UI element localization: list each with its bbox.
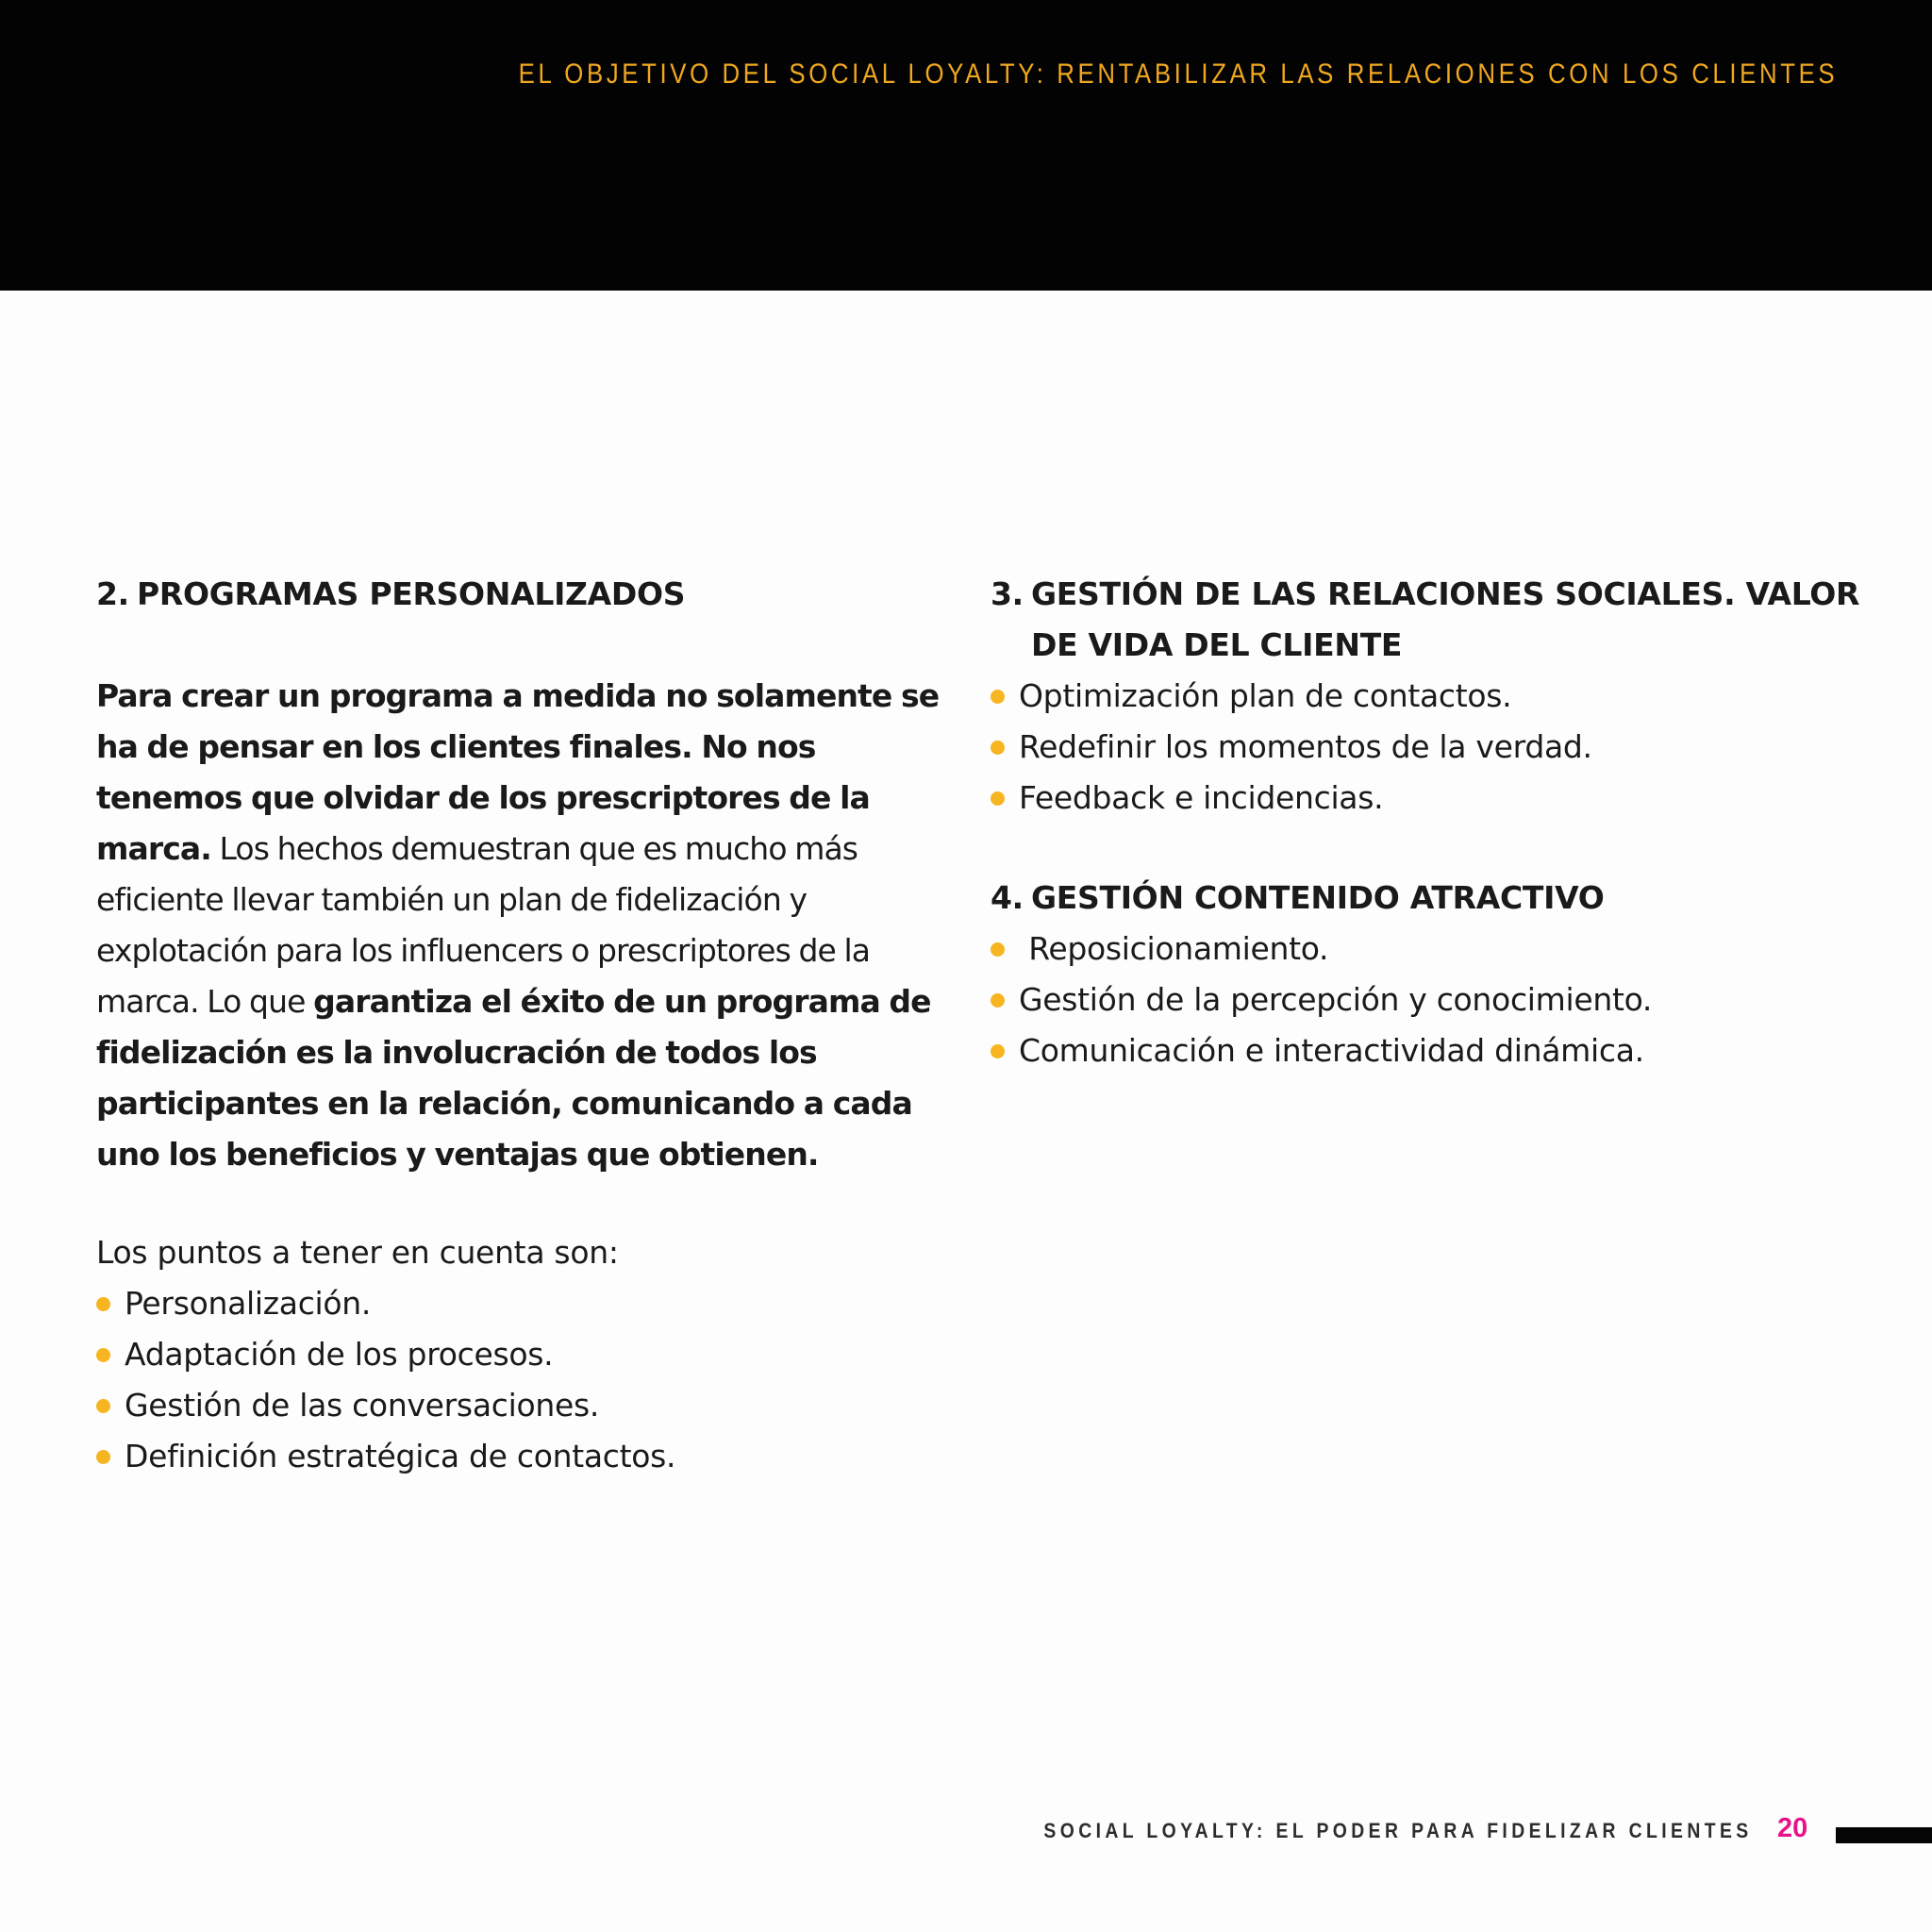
bullet-list bbox=[96, 1278, 945, 1482]
list-item bbox=[991, 773, 1868, 824]
bullet-list bbox=[991, 924, 1868, 1076]
page-number: 20 bbox=[1777, 1813, 1808, 1843]
list-item-label: Definición estratégica de contactos. bbox=[125, 1438, 676, 1474]
list-item-label: Reposicionamiento. bbox=[1019, 930, 1329, 967]
header-band bbox=[0, 0, 1932, 291]
bullet-icon bbox=[991, 741, 1005, 755]
list-item-label: Gestión de la percepción y conocimiento. bbox=[1019, 981, 1653, 1018]
list-item bbox=[96, 1278, 945, 1329]
footer-title: SOCIAL LOYALTY: EL PODER PARA FIDELIZAR CLIENTES bbox=[1043, 1819, 1753, 1842]
right-column bbox=[991, 569, 1868, 1076]
footer-bar bbox=[1836, 1827, 1932, 1843]
list-item-label: Feedback e incidencias. bbox=[1019, 779, 1384, 816]
list-item bbox=[96, 1329, 945, 1380]
bullet-icon bbox=[96, 1399, 110, 1413]
list-item-label: Comunicación e interactividad dinámica. bbox=[1019, 1032, 1644, 1069]
section-number: 3. bbox=[991, 575, 1024, 612]
section-number: 4. bbox=[991, 879, 1024, 916]
list-item-label: Redefinir los momentos de la verdad. bbox=[1019, 728, 1592, 765]
bullet-icon bbox=[991, 690, 1005, 704]
list-item bbox=[96, 1380, 945, 1431]
regular-text: Los hechos demuestran que es mucho más eficiente llevar también un plan de fidelización y explotación para los influencers o prescriptores de la marca. Lo que bbox=[96, 830, 871, 1020]
bullet-icon bbox=[991, 791, 1005, 806]
section-heading-programas bbox=[96, 569, 945, 620]
section-title: GESTIÓN CONTENIDO ATRACTIVO bbox=[1031, 879, 1605, 916]
section-title: GESTIÓN DE LAS RELACIONES SOCIALES. VALOR DE VIDA DEL CLIENTE bbox=[1031, 575, 1860, 663]
bullet-icon bbox=[991, 942, 1005, 957]
bullet-icon bbox=[991, 993, 1005, 1008]
list-item bbox=[991, 671, 1868, 722]
bullet-icon bbox=[96, 1297, 110, 1311]
section-heading-contenido bbox=[991, 873, 1868, 924]
bullet-icon bbox=[96, 1450, 110, 1464]
section-title: PROGRAMAS PERSONALIZADOS bbox=[137, 575, 686, 612]
list-item bbox=[991, 1025, 1868, 1076]
left-column bbox=[96, 569, 945, 1482]
bullet-icon bbox=[96, 1348, 110, 1362]
list-item bbox=[991, 924, 1868, 974]
list-item bbox=[991, 974, 1868, 1025]
list-item-label: Adaptación de los procesos. bbox=[125, 1336, 554, 1373]
bold-text: Para crear un programa a medida no solamente se ha de pensar en los clientes finales. No nos tenemos que olvidar de los prescriptores de la marca. bbox=[96, 677, 940, 867]
body-paragraph bbox=[96, 671, 945, 1180]
list-item bbox=[991, 722, 1868, 773]
section-heading-gestion-relaciones bbox=[991, 569, 1868, 671]
lead-text: Los puntos a tener en cuenta son: bbox=[96, 1234, 619, 1271]
bullet-list bbox=[991, 671, 1868, 824]
bullet-icon bbox=[991, 1044, 1005, 1058]
section-number: 2. bbox=[96, 575, 129, 612]
header-title: EL OBJETIVO DEL SOCIAL LOYALTY: RENTABILIZAR LAS RELACIONES CON LOS CLIENTES bbox=[518, 58, 1838, 90]
list-item-label: Gestión de las conversaciones. bbox=[125, 1387, 600, 1424]
list-item-label: Personalización. bbox=[125, 1285, 372, 1322]
list-item-label: Optimización plan de contactos. bbox=[1019, 677, 1512, 714]
bold-text: garantiza el éxito de un programa de fidelización es la involucración de todos los participantes en la relación, comunicando a cada uno los beneficios y ventajas que obtienen. bbox=[96, 983, 931, 1173]
list-item bbox=[96, 1431, 945, 1482]
